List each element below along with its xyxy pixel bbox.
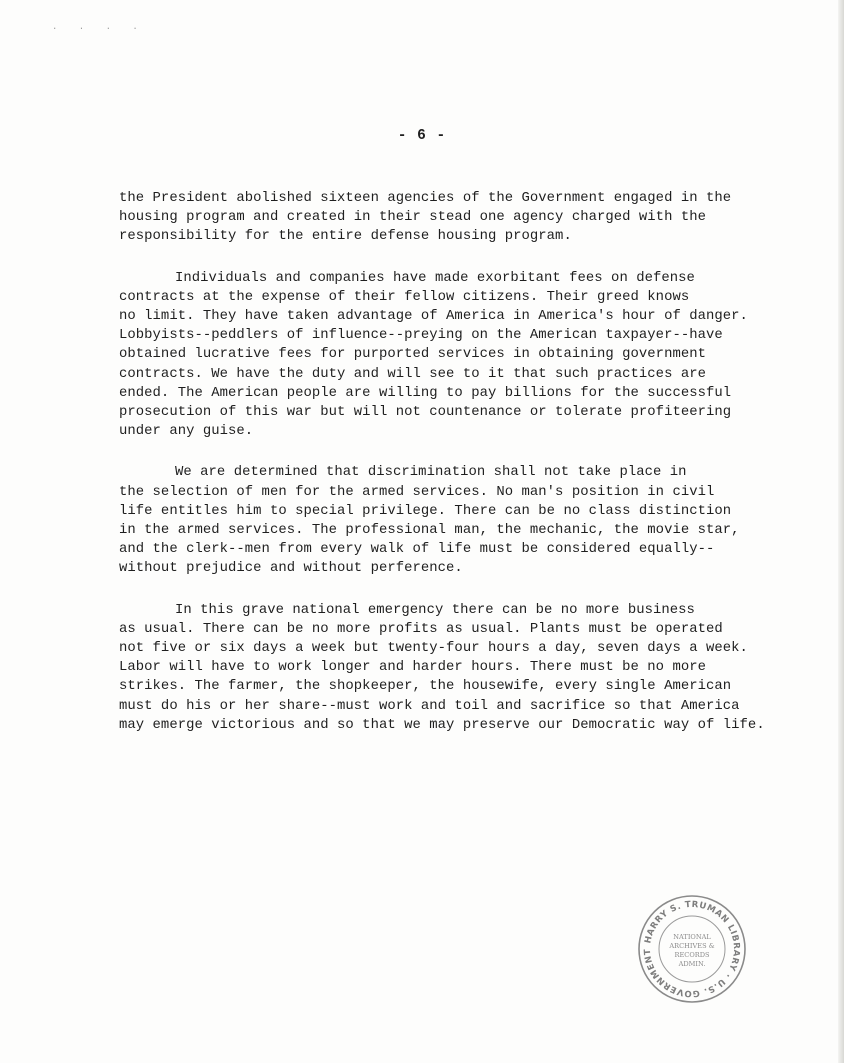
scan-specks: · · · · (52, 24, 146, 34)
text-line: as usual. There can be no more profits as usual. Plants must be operated (119, 620, 723, 637)
seal-inner-text: ADMIN. (678, 960, 706, 968)
text-line: contracts at the expense of their fellow citizens. Their greed knows (119, 288, 690, 305)
text-line: and the clerk--men from every walk of life must be considered equally-- (119, 541, 715, 558)
seal-inner-text: RECORDS (674, 951, 710, 959)
paragraph-1 (119, 189, 759, 247)
text-line: not five or six days a week but twenty-four hours a day, seven days a week. (119, 640, 748, 657)
text-line: In this grave national emergency there can be no more business (175, 601, 695, 618)
text-line: strikes. The farmer, the shopkeeper, the housewife, every single American (119, 678, 732, 695)
text-line: We are determined that discrimination shall not take place in (175, 464, 687, 481)
text-line: contracts. We have the duty and will see to it that such practices are (119, 365, 707, 382)
text-line: housing program and created in their stead one agency charged with the (119, 209, 707, 226)
paragraph-3 (119, 463, 759, 578)
text-line: prosecution of this war but will not countenance or tolerate profiteering (119, 404, 732, 421)
text-line: obtained lucrative fees for purported services in obtaining government (119, 346, 707, 363)
text-line: Labor will have to work longer and harder hours. There must be no more (119, 659, 707, 676)
text-line: the President abolished sixteen agencies of the Government engaged in the (119, 190, 732, 206)
truman-library-seal (636, 893, 748, 1005)
paragraph-4 (119, 601, 765, 735)
text-line: without prejudice and without perference. (119, 560, 463, 577)
paragraph-2 (119, 269, 759, 442)
page-edge-shadow (838, 0, 844, 1063)
text-line: Individuals and companies have made exorbitant fees on defense (175, 269, 695, 286)
text-line: in the armed services. The professional man, the mechanic, the movie star, (119, 522, 740, 539)
seal-outer-text: HARRY S. TRUMAN LIBRARY · U.S. GOVERNMENT (642, 899, 742, 999)
seal-inner-text: NATIONAL (673, 933, 711, 941)
text-line: Lobbyists--peddlers of influence--preying on the American taxpayer--have (119, 327, 723, 344)
text-line: under any guise. (119, 423, 254, 440)
page-number: - 6 - (397, 128, 447, 144)
text-line: the selection of men for the armed services. No man's position in civil (119, 483, 715, 500)
text-line: no limit. They have taken advantage of America in America's hour of danger. (119, 308, 748, 325)
text-line: responsibility for the entire defense housing program. (119, 228, 572, 245)
text-line: life entitles him to special privilege. There can be no class distinction (119, 502, 732, 519)
text-line: ended. The American people are willing to pay billions for the successful (119, 384, 732, 401)
text-line: must do his or her share--must work and toil and sacrifice so that America (119, 697, 740, 714)
body-text (119, 189, 765, 757)
text-line: may emerge victorious and so that we may preserve our Democratic way of life. (119, 716, 765, 733)
seal-inner-text: ARCHIVES & (669, 942, 715, 950)
